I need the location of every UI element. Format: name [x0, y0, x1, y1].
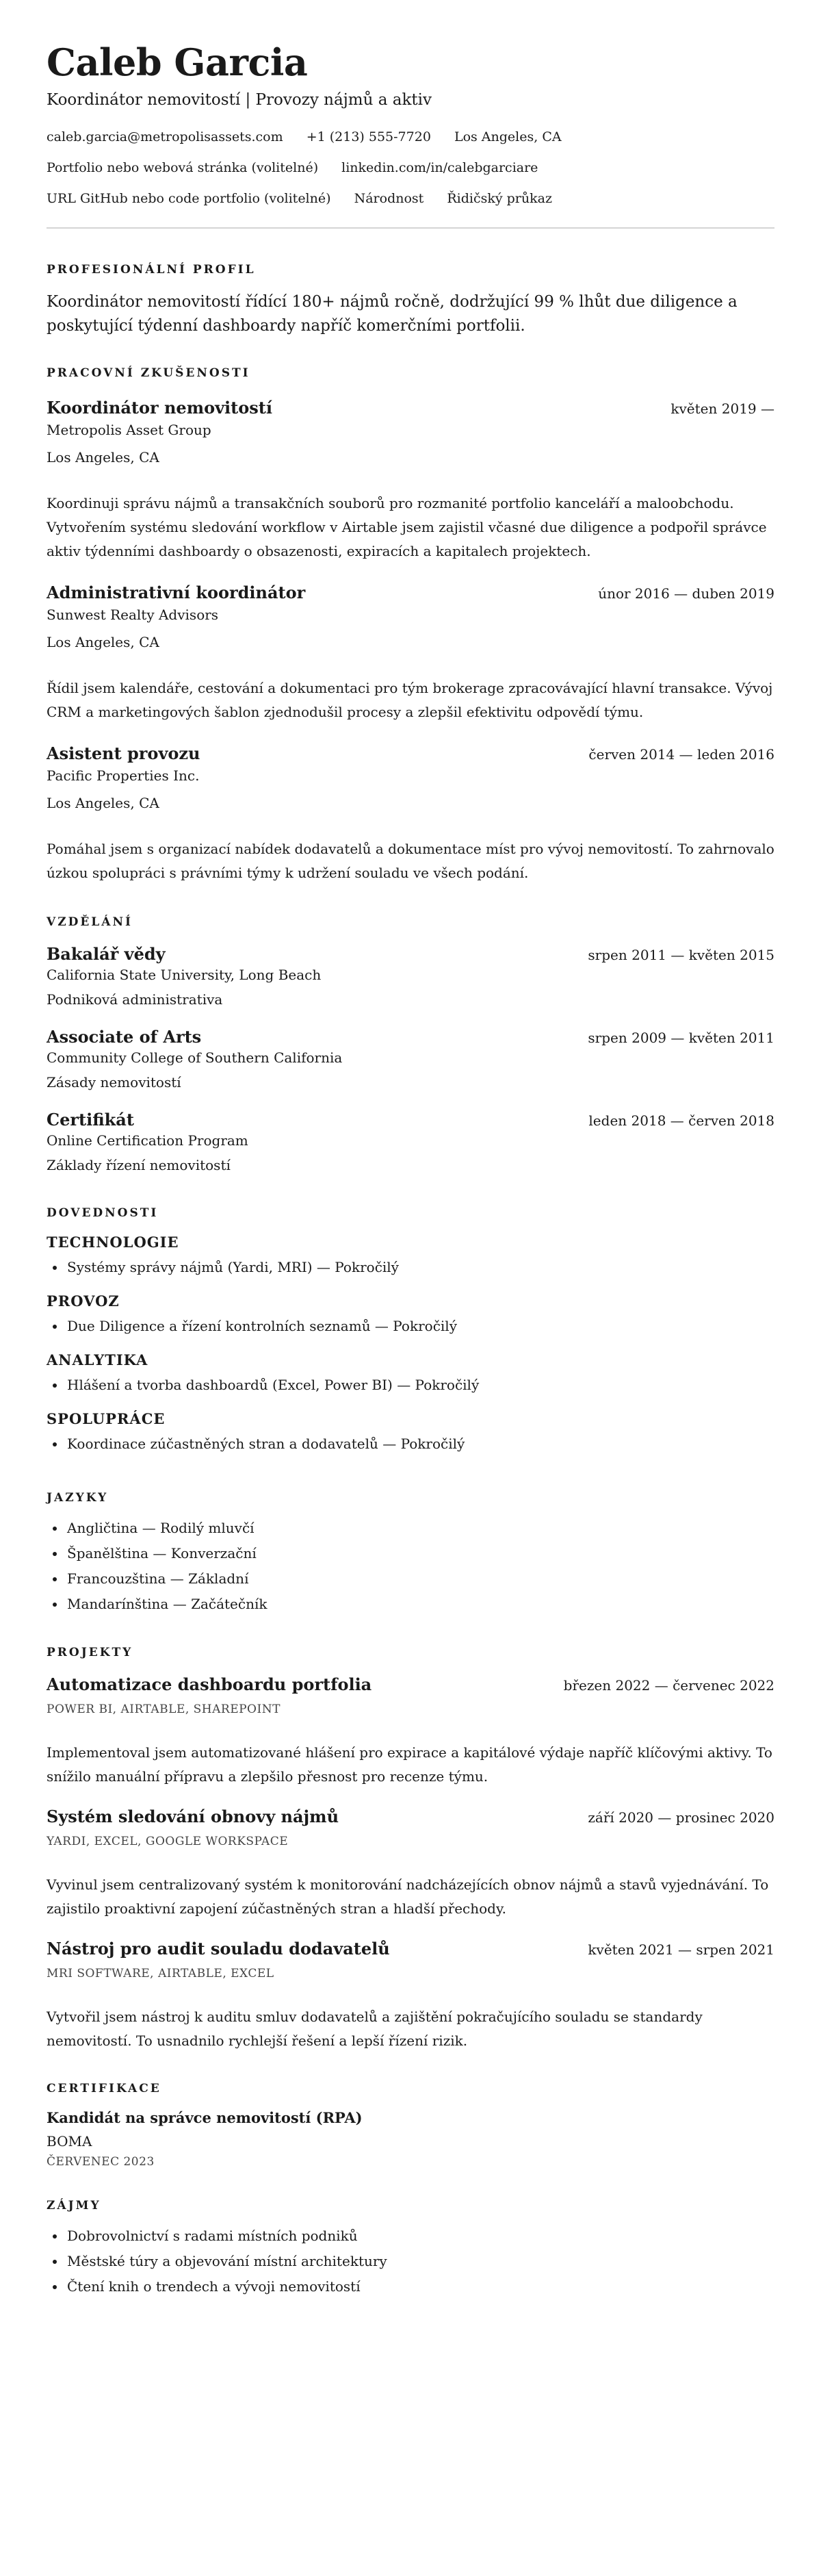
skill-list: [47, 1255, 774, 1280]
section-title-languages: JAZYKY: [47, 1491, 109, 1505]
experience-section: [47, 366, 774, 885]
education-school: Online Certification Program: [47, 1132, 248, 1149]
skill-item: • Due Diligence a řízení kontrolních seznamů — Pokročilý: [66, 1314, 774, 1339]
language-list: [47, 1516, 774, 1617]
experience-date: únor 2016 — duben 2019: [598, 585, 774, 602]
experience-location: Los Angeles, CA: [47, 634, 159, 651]
contact-driving-license: Řidičský průkaz: [447, 190, 552, 206]
experience-date: červen 2014 — leden 2016: [588, 746, 774, 763]
project-date: květen 2021 — srpen 2021: [588, 1941, 774, 1959]
skill-list: [47, 1431, 774, 1457]
skill-group: [47, 1234, 774, 1280]
skill-item: • Systémy správy nájmů (Yardi, MRI) — Pokročilý: [66, 1255, 774, 1280]
contact-linkedin[interactable]: linkedin.com/in/calebgarciare: [341, 160, 538, 175]
education-degree: Associate of Arts: [47, 1027, 202, 1047]
contact-row: [47, 129, 774, 146]
project-item: [47, 1807, 774, 1921]
education-school: California State University, Long Beach: [47, 967, 322, 984]
skill-group: [47, 1351, 774, 1398]
experience-item: [47, 583, 774, 724]
skill-group-title: ANALYTIKA: [47, 1351, 148, 1369]
certification-date: ČERVENEC 2023: [47, 2155, 155, 2169]
experience-date: květen 2019 —: [670, 400, 774, 418]
project-date: březen 2022 — červenec 2022: [563, 1677, 774, 1694]
contact-location: Los Angeles, CA: [454, 129, 562, 145]
language-item: • Mandarínština — Začátečník: [66, 1592, 774, 1617]
education-date: srpen 2011 — květen 2015: [588, 947, 774, 964]
section-title-experience: PRACOVNÍ ZKUŠENOSTI: [47, 366, 250, 381]
experience-role: Koordinátor nemovitostí: [47, 398, 272, 418]
skill-group: [47, 1292, 774, 1339]
contact-row: [47, 160, 774, 177]
interests-section: [47, 2199, 774, 2299]
experience-company: Sunwest Realty Advisors: [47, 607, 219, 624]
summary-section: [47, 263, 774, 337]
project-name: Nástroj pro audit souladu dodavatelů: [47, 1939, 390, 1959]
contact-portfolio[interactable]: Portfolio nebo webová stránka (volitelné): [47, 160, 319, 175]
experience-role: Administrativní koordinátor: [47, 583, 306, 603]
education-school: Community College of Southern California: [47, 1049, 343, 1067]
skill-list: [47, 1373, 774, 1398]
project-name: Systém sledování obnovy nájmů: [47, 1807, 339, 1827]
certification-name: Kandidát na správce nemovitostí (RPA): [47, 2109, 363, 2127]
contact-phone[interactable]: +1 (213) 555-7720: [306, 129, 431, 145]
project-description: Implementoval jsem automatizované hlášení pro expirace a kapitálové výdaje napříč klíčovými aktivy. To snížilo manuální přípravu a zlepšilo přesnost pro recenze týmu.: [47, 1744, 772, 1785]
project-name: Automatizace dashboardu portfolia: [47, 1674, 372, 1695]
education-field: Podniková administrativa: [47, 991, 223, 1008]
section-title-summary: PROFESIONÁLNÍ PROFIL: [47, 263, 256, 277]
experience-description: Koordinuji správu nájmů a transakčních souborů pro rozmanité portfolio kanceláří a maloobchodu. Vytvořením systému sledování workflow v Airtable jsem zajistil včasné due diligence a podpořil správce aktiv týdenními dashboardy o obsazenosti, expiracích a kapitalech projektech.: [47, 495, 767, 560]
education-field: Základy řízení nemovitostí: [47, 1157, 231, 1174]
education-field: Zásady nemovitostí: [47, 1074, 181, 1091]
education-item: [47, 1027, 774, 1092]
language-item: • Angličtina — Rodilý mluvčí: [66, 1516, 774, 1541]
project-item: [47, 1939, 774, 2053]
interest-item: • Městské túry a objevování místní architektury: [66, 2249, 774, 2274]
section-title-certifications: CERTIFIKACE: [47, 2082, 161, 2096]
section-title-interests: ZÁJMY: [47, 2199, 101, 2213]
interest-item: • Dobrovolnictví s radami místních podniků: [66, 2223, 774, 2249]
skill-group-title: PROVOZ: [47, 1292, 120, 1310]
skills-section: [47, 1206, 774, 1457]
education-item: [47, 944, 774, 1009]
education-date: leden 2018 — červen 2018: [588, 1112, 774, 1130]
skill-item: • Hlášení a tvorba dashboardů (Excel, Power BI) — Pokročilý: [66, 1373, 774, 1398]
candidate-name: Caleb Garcia: [47, 40, 308, 84]
interest-item: • Čtení knih o trendech a vývoji nemovitostí: [66, 2274, 774, 2299]
education-degree: Bakalář vědy: [47, 944, 166, 965]
skill-group-title: TECHNOLOGIE: [47, 1234, 179, 1251]
certification-issuer: BOMA: [47, 2133, 92, 2150]
experience-location: Los Angeles, CA: [47, 795, 159, 812]
certification-item: [47, 2109, 774, 2169]
experience-description: Řídil jsem kalendáře, cestování a dokumentaci pro tým brokerage zpracovávající hlavní transakce. Vývoj CRM a marketingových šablon zjednodušil procesy a zlepšil efektivitu odpovědí týmu.: [47, 680, 773, 721]
projects-section: [47, 1646, 774, 2053]
project-tech: MRI SOFTWARE, AIRTABLE, EXCEL: [47, 1967, 274, 1981]
resume-header: [47, 41, 774, 207]
education-degree: Certifikát: [47, 1110, 134, 1130]
experience-role: Asistent provozu: [47, 743, 200, 764]
project-item: [47, 1674, 774, 1789]
skill-group: [47, 1410, 774, 1457]
skill-group-title: SPOLUPRÁCE: [47, 1410, 166, 1428]
candidate-headline: Koordinátor nemovitostí | Provozy nájmů a aktiv: [47, 91, 432, 110]
experience-item: [47, 398, 774, 563]
education-item: [47, 1110, 774, 1175]
interest-list: [47, 2223, 774, 2299]
project-description: Vyvinul jsem centralizovaný systém k monitorování nadcházejících obnov nájmů a stavů vyjednávání. To zajistilo proaktivní zapojení zúčastněných stran a hladší přechody.: [47, 1876, 769, 1917]
education-date: srpen 2009 — květen 2011: [588, 1030, 774, 1047]
section-title-education: VZDĚLÁNÍ: [47, 915, 133, 930]
section-title-skills: DOVEDNOSTI: [47, 1206, 159, 1221]
certifications-section: [47, 2082, 774, 2169]
header-divider: [47, 227, 774, 229]
languages-section: [47, 1491, 774, 1617]
contact-nationality: Národnost: [354, 190, 424, 206]
experience-location: Los Angeles, CA: [47, 449, 159, 466]
experience-company: Pacific Properties Inc.: [47, 767, 200, 785]
section-title-projects: PROJEKTY: [47, 1646, 133, 1660]
skill-list: [47, 1314, 774, 1339]
summary-text: Koordinátor nemovitostí řídící 180+ nájmů ročně, dodržující 99 % lhůt due diligence a poskytující týdenní dashboardy napříč komerčními portfolii.: [47, 293, 738, 335]
project-tech: POWER BI, AIRTABLE, SHAREPOINT: [47, 1703, 281, 1717]
experience-item: [47, 743, 774, 885]
contact-email[interactable]: caleb.garcia@metropolisassets.com: [47, 129, 283, 145]
contact-row: [47, 190, 774, 207]
language-item: • Španělština — Konverzační: [66, 1541, 774, 1566]
experience-description: Pomáhal jsem s organizací nabídek dodavatelů a dokumentace míst pro vývoj nemovitostí. To zahrnovalo úzkou spolupráci s právními týmy k udržení souladu ve všech podání.: [47, 841, 774, 882]
experience-company: Metropolis Asset Group: [47, 422, 211, 439]
contact-github[interactable]: URL GitHub nebo code portfolio (volitelné): [47, 190, 331, 206]
project-tech: YARDI, EXCEL, GOOGLE WORKSPACE: [47, 1835, 289, 1849]
project-date: září 2020 — prosinec 2020: [588, 1809, 774, 1826]
language-item: • Francouzština — Základní: [66, 1566, 774, 1592]
project-description: Vytvořil jsem nástroj k auditu smluv dodavatelů a zajištění pokračujícího souladu se standardy nemovitostí. To usnadnilo rychlejší řešení a lepší řízení rizik.: [47, 2008, 703, 2050]
education-section: [47, 915, 774, 1175]
skill-item: • Koordinace zúčastněných stran a dodavatelů — Pokročilý: [66, 1431, 774, 1457]
